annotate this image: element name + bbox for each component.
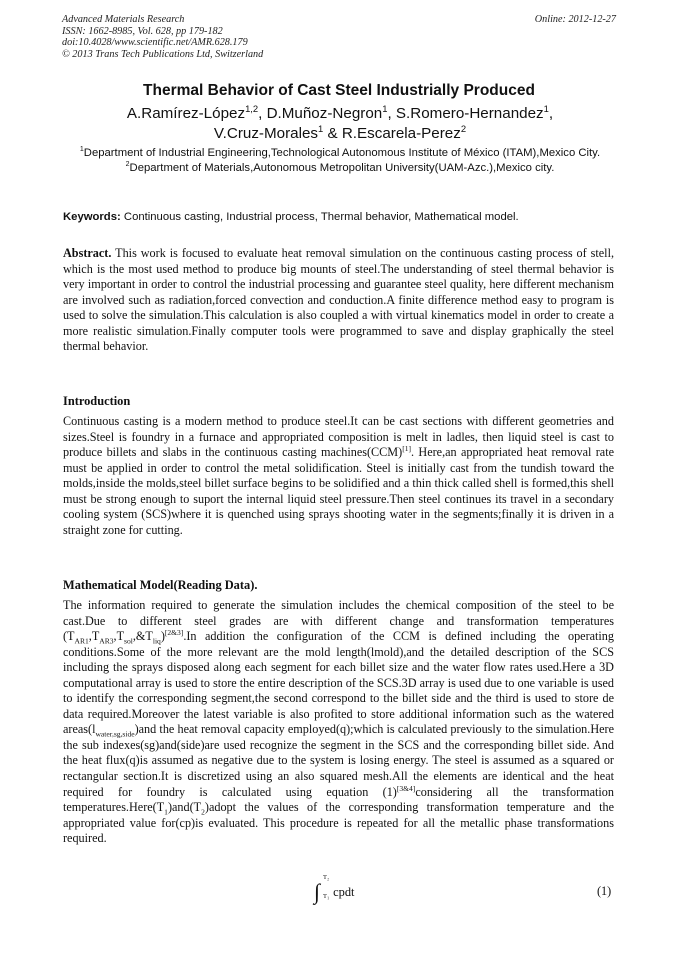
subscript: water,sg,side (95, 729, 135, 739)
keywords-label: Keywords: (63, 211, 121, 223)
keywords-text: Continuous casting, Industrial process, Thermal behavior, Mathematical model. (123, 211, 519, 223)
citation: [2&3] (164, 628, 184, 638)
affiliation-number: 1 (79, 146, 84, 154)
integral-lower-limit: T₁ (323, 893, 330, 900)
online-date: Online: 2012-12-27 (534, 14, 616, 25)
author-name: , S.Romero-Hernandez (387, 105, 544, 122)
paragraph-text: ,T (88, 629, 100, 644)
journal-header (62, 14, 616, 60)
affiliation-text: Department of Materials,Autonomous Metropolitan University(UAM-Azc.),Mexico city. (129, 162, 555, 175)
author-affil-marker: 1 (382, 102, 388, 114)
author-name: , D.Muñoz-Negron (258, 105, 383, 122)
section-heading-math-model: Mathematical Model(Reading Data). (63, 578, 258, 592)
author-list (70, 104, 610, 144)
abstract-text: This work is focused to evaluate heat removal simulation on the continuous casting process of stell, which is the most used method to produce big mounts of steel.The understanding of steel thermal behavior is very important in order to control the industrial processing and guarantee steel quality, here different mechanism are involved such as radiation,forced convection and conduction.A finite difference method easy to program is used to solve the simulation.This calculation is also coupled a with virtual kinematics model in order to create a more realistic simulation.Finally computer tools were programmed to save and display graphically the steel thermal behavior. (63, 246, 615, 354)
abstract (63, 246, 614, 355)
affiliations (60, 146, 620, 176)
journal-copyright: © 2013 Trans Tech Publications Ltd, Switzerland (62, 48, 264, 60)
subscript: sol (124, 636, 133, 646)
subscript: liq (152, 636, 161, 646)
paragraph-text: ,T (113, 629, 125, 644)
affiliation-number: 2 (125, 161, 130, 169)
equation-number: (1) (597, 884, 612, 898)
subscript: 1 (164, 807, 168, 817)
journal-name: Advanced Materials Research (62, 14, 185, 25)
subscript: 2 (201, 807, 205, 817)
paragraph-text: )and(T (167, 800, 202, 815)
citation: [3&4] (396, 783, 416, 793)
paragraph-text: considering all the transformation temperatures.Here(T (63, 784, 614, 815)
author-affil-marker: 1 (318, 122, 324, 134)
paragraph-text: .In addition the configuration of the CCM is defined including the operating conditions.Some of the more relevant are the mold length(lmold),and the detailed description of the SCS including the sprays disposed along each segment for each billet size and the water flow rates used.Here a 3D computational array is used to store the entire description of the SCS.3D array is used due to one variable is used to identify the corresponding segment,the second correspond to the billet side and the third is used to store de data required.Moreover the latest variable is also profited to store additional information such as the watered areas(l (63, 629, 614, 737)
introduction-paragraph (63, 414, 614, 538)
author-affil-marker: 1,2 (245, 102, 259, 114)
section-heading-introduction: Introduction (63, 394, 131, 408)
author-affil-marker: 1 (543, 102, 549, 114)
subscript: AR3 (99, 636, 114, 646)
paragraph-text: ,&T (132, 629, 153, 644)
citation: [1] (402, 444, 412, 454)
author-name: V.Cruz-Morales (213, 125, 319, 142)
affiliation-2 (60, 161, 620, 176)
abstract-label: Abstract. (63, 246, 112, 260)
affiliation-text: Department of Industrial Engineering,Technological Autonomous Institute of México (ITAM),Mexico City. (83, 147, 601, 159)
paragraph-text: ) (160, 629, 165, 644)
paragraph-text: The information required to generate the simulation includes the chemical composition of the steel to be cast.Due to different steel grades are with different change and transformation temperatures (T (63, 598, 614, 644)
keywords (63, 211, 623, 223)
author-name: A.Ramírez-López (126, 105, 246, 122)
journal-issn: ISSN: 1662-8985, Vol. 628, pp 179-182 (62, 25, 223, 37)
journal-doi: doi:10.4028/www.scientific.net/AMR.628.179 (62, 37, 248, 49)
paper-title: Thermal Behavior of Cast Steel Industrially Produced (143, 82, 535, 99)
subscript: AR1 (74, 636, 89, 646)
affiliation-1 (60, 146, 620, 161)
integral-expression: cpdt (333, 885, 355, 899)
paragraph-text: . Here,an appropriated heat removal rate must be applied in order to control the metal solidification. Steel is initially cast from the tundish toward the molds,inside the molds,steel billet surface begins to be solidified and a thin thick called shell is formed,this shell must be strong enough to suport the internal liquid steel pressure.Then steel continues its travel in a secondary cooling system (SCS)where it is quenched using sprays shooting water in the segments;finally it is driven in a straight zone for cutting. (63, 445, 614, 537)
author-separator: , (548, 105, 554, 122)
paragraph-text: )adopt the values of the corresponding transformation temperature and the appropriated value for(cp)is evaluated. This procedure is repeated for all the metallic phase transformations required. (63, 800, 614, 846)
paragraph-text: Continuous casting is a modern method to produce steel.It can be cast sections with different geometries and sizes.Steel is foundry in a furnace and appropriated composition is melt in ladles, then liquid steel is cast to produce billets and slabs in the continuous casting machines(CCM) (63, 414, 614, 460)
author-affil-marker: 2 (460, 122, 467, 134)
equation-1 (314, 876, 354, 902)
integral-upper-limit: T₂ (323, 874, 330, 881)
author-name: & R.Escarela-Perez (327, 125, 461, 142)
integral-sign: ∫ (314, 879, 321, 904)
math-model-paragraph (63, 598, 614, 847)
paragraph-text: )and the heat removal capacity employed(q);which is calculated previously to the simulation.Here the sub indexes(sg)and(side)are used recognize the segment in the SCS and the corresponding billet side. And the heat flux(q)is assumed as negative due to the system is losing energy. The steel is assumed as a squared or rectangular section.It is discretized using an also squared mesh.All the elements are identical and the heat required for foundry is calculated using equation (1) (63, 722, 614, 799)
